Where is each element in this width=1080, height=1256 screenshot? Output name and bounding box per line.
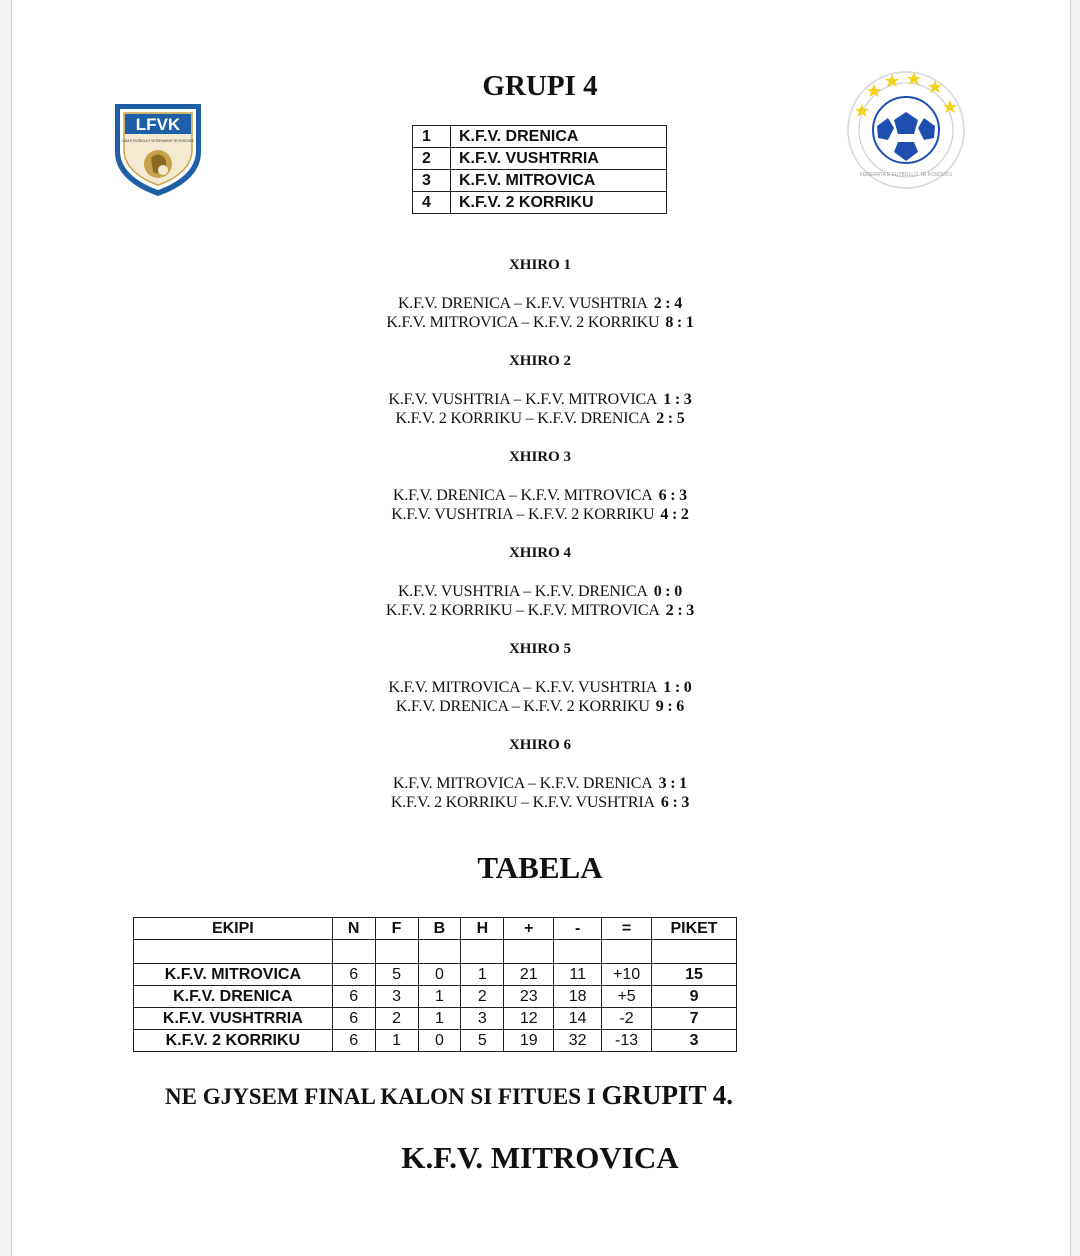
standings-empty-cell [602,940,652,964]
standings-value-cell: 3 [461,1008,504,1030]
match-teams: K.F.V. VUSHTRIA – K.F.V. 2 KORRIKU [391,506,655,523]
match-score: 0 : 0 [653,583,683,600]
lfvk-logo-icon [111,100,205,198]
standings-table [133,917,737,1052]
standings-value-cell: 19 [504,1030,554,1052]
winner-note-text: NE GJYSEM FINAL KALON SI FITUES I [165,1084,596,1109]
group-teams-table [412,125,667,214]
match-teams: K.F.V. DRENICA – K.F.V. VUSHTRIA [397,295,648,312]
match-line [0,601,1080,620]
standings-header-cell: - [554,918,602,940]
match-teams: K.F.V. 2 KORRIKU – K.F.V. MITROVICA [385,602,660,619]
standings-value-cell: 23 [504,986,554,1008]
match-teams: K.F.V. 2 KORRIKU – K.F.V. VUSHTRIA [390,794,655,811]
standings-value-cell: 0 [418,964,461,986]
standings-value-cell: 1 [418,986,461,1008]
standings-value-cell: 5 [461,1030,504,1052]
standings-value-cell: 6 [332,1008,375,1030]
team-number: 4 [413,192,451,214]
standings-value-cell: 3 [652,1030,737,1052]
round-title: XHIRO 1 [508,257,572,273]
match-score: 6 : 3 [658,487,687,504]
round-block [0,543,1080,639]
team-number: 2 [413,148,451,170]
match-score: 6 : 3 [660,794,690,811]
standings-header-cell: B [418,918,461,940]
standings-row [134,986,737,1008]
match-teams: K.F.V. MITROVICA – K.F.V. 2 KORRIKU [386,314,660,331]
match-line [0,678,1080,697]
standings-empty-cell [332,940,375,964]
match-score: 2 : 4 [653,295,683,312]
standings-header-cell: F [375,918,418,940]
standings-value-cell: 0 [418,1030,461,1052]
match-line [0,486,1080,505]
group-title: GRUPI 4 [482,70,598,102]
standings-empty-cell [134,940,333,964]
standings-value-cell: 32 [554,1030,602,1052]
standings-value-cell: 5 [375,964,418,986]
match-teams: K.F.V. VUSHTRIA – K.F.V. DRENICA [397,583,648,600]
lfvk-logo-subtext: LIGA E FUTBOLLIT VETERANEVE TË KOSOVËS [122,139,194,143]
standings-empty-cell [554,940,602,964]
standings-value-cell: 1 [375,1030,418,1052]
standings-header-cell: + [504,918,554,940]
round-block [0,351,1080,447]
winner-note [165,1080,733,1111]
match-teams: K.F.V. MITROVICA – K.F.V. VUSHTRIA [388,679,658,696]
match-line [0,793,1080,812]
rounds-section [0,255,1080,831]
team-name: K.F.V. VUSHTRRIA [451,148,667,170]
standings-value-cell: 2 [375,1008,418,1030]
standings-empty-cell [418,940,461,964]
group-team-row [413,192,667,214]
match-score: 9 : 6 [655,698,685,715]
standings-value-cell: 7 [652,1008,737,1030]
match-teams: K.F.V. DRENICA – K.F.V. 2 KORRIKU [395,698,650,715]
standings-value-cell: 15 [652,964,737,986]
standings-row [134,964,737,986]
standings-value-cell: 14 [554,1008,602,1030]
match-score: 4 : 2 [660,506,689,523]
round-block [0,255,1080,351]
standings-value-cell: 18 [554,986,602,1008]
standings-team-cell: K.F.V. VUSHTRRIA [134,1008,333,1030]
match-score: 1 : 3 [663,391,692,408]
team-name: K.F.V. 2 KORRIKU [451,192,667,214]
winner-name: K.F.V. MITROVICA [401,1140,679,1175]
standings-team-cell: K.F.V. MITROVICA [134,964,333,986]
match-line [0,390,1080,409]
team-name: K.F.V. MITROVICA [451,170,667,192]
standings-value-cell: +5 [602,986,652,1008]
standings-value-cell: +10 [602,964,652,986]
match-score: 2 : 5 [656,410,685,427]
standings-row [134,1008,737,1030]
lfvk-logo-text: LFVK [135,115,181,134]
match-teams: K.F.V. DRENICA – K.F.V. MITROVICA [393,487,653,504]
match-line [0,505,1080,524]
winner-note-emphasis: GRUPIT 4. [601,1080,733,1110]
match-line [0,313,1080,332]
match-teams: K.F.V. 2 KORRIKU – K.F.V. DRENICA [395,410,651,427]
standings-value-cell: -13 [602,1030,652,1052]
round-title: XHIRO 5 [508,641,572,657]
match-line [0,294,1080,313]
match-teams: K.F.V. VUSHTRIA – K.F.V. MITROVICA [388,391,658,408]
standings-empty-cell [461,940,504,964]
standings-value-cell: 6 [332,986,375,1008]
group-team-row [413,126,667,148]
team-number: 1 [413,126,451,148]
standings-team-cell: K.F.V. DRENICA [134,986,333,1008]
standings-row [134,1030,737,1052]
group-team-row [413,148,667,170]
standings-header-row [134,918,737,940]
standings-header-cell: N [332,918,375,940]
standings-empty-cell [504,940,554,964]
standings-value-cell: 12 [504,1008,554,1030]
standings-value-cell: 21 [504,964,554,986]
team-name: K.F.V. DRENICA [451,126,667,148]
match-line [0,697,1080,716]
standings-value-cell: 1 [418,1008,461,1030]
standings-value-cell: -2 [602,1008,652,1030]
standings-team-cell: K.F.V. 2 KORRIKU [134,1030,333,1052]
round-title: XHIRO 6 [508,737,572,753]
group-team-row [413,170,667,192]
standings-header-cell: PIKET [652,918,737,940]
match-score: 8 : 1 [665,314,694,331]
match-score: 2 : 3 [665,602,695,619]
match-teams: K.F.V. MITROVICA – K.F.V. DRENICA [393,775,653,792]
standings-value-cell: 3 [375,986,418,1008]
match-line [0,774,1080,793]
round-block [0,735,1080,831]
match-line [0,582,1080,601]
standings-value-cell: 6 [332,1030,375,1052]
standings-header-cell: H [461,918,504,940]
standings-blank-row [134,940,737,964]
ffk-logo-subtext: FEDERATA E FUTBOLLIT TË KOSOVËS [859,172,953,178]
round-block [0,639,1080,735]
round-block [0,447,1080,543]
team-number: 3 [413,170,451,192]
tabela-title: TABELA [477,850,603,885]
match-score: 3 : 1 [658,775,687,792]
standings-empty-cell [652,940,737,964]
standings-value-cell: 2 [461,986,504,1008]
standings-value-cell: 6 [332,964,375,986]
standings-value-cell: 11 [554,964,602,986]
round-title: XHIRO 4 [508,545,572,561]
round-title: XHIRO 2 [508,353,572,369]
match-score: 1 : 0 [663,679,692,696]
standings-header-cell: = [602,918,652,940]
standings-empty-cell [375,940,418,964]
match-line [0,409,1080,428]
standings-value-cell: 1 [461,964,504,986]
standings-header-cell: EKIPI [134,918,333,940]
standings-value-cell: 9 [652,986,737,1008]
round-title: XHIRO 3 [508,449,572,465]
